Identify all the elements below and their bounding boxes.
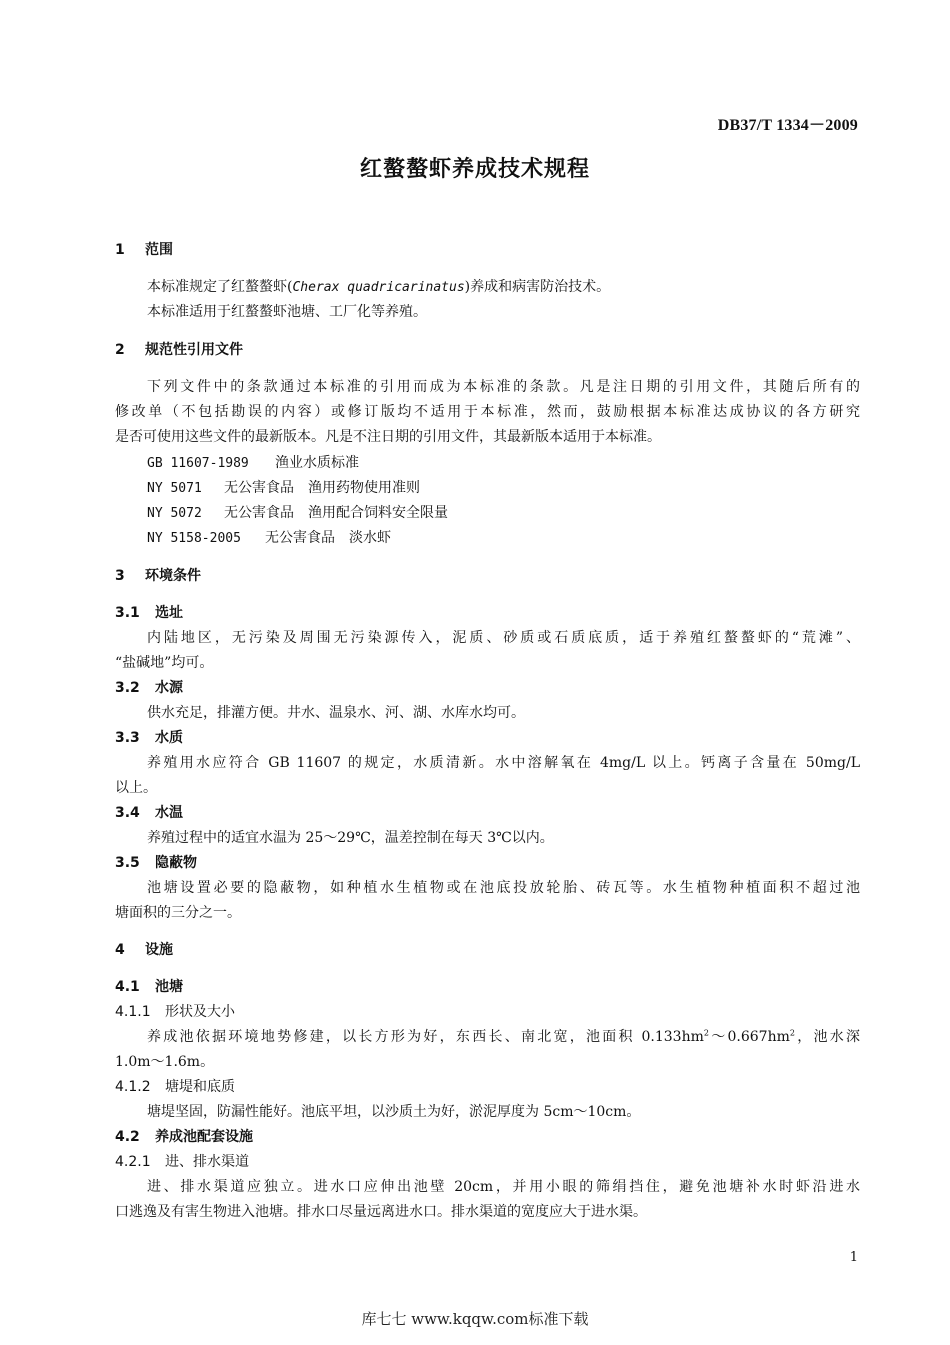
section-number: 2 (115, 342, 125, 358)
section-title: 环境条件 (145, 568, 201, 584)
reference-code: GB 11607-1989 (147, 456, 249, 471)
subsection-number: 3.4 (115, 805, 140, 821)
subsection-number: 4.1 (115, 979, 140, 995)
reference-item (147, 528, 860, 549)
section-title: 设施 (145, 942, 173, 958)
subsection-3-2-heading (115, 678, 860, 698)
subsection-title: 形状及大小 (165, 1004, 235, 1020)
section-title: 规范性引用文件 (145, 342, 243, 358)
reference-item (147, 453, 860, 474)
paragraph-line: “盐碱地”均可。 (115, 655, 214, 671)
latin-name: Cherax quadricarinatus (292, 280, 465, 295)
subsection-title: 进、排水渠道 (165, 1154, 249, 1170)
paragraph: 本标准适用于红螯螯虾池塘、工厂化等养殖。 (147, 304, 427, 320)
paragraph-line: 进、排水渠道应独立。进水口应伸出池壁 20cm，并用小眼的筛绢挡住，避免池塘补水时虾沿进水 (147, 1179, 860, 1195)
subsection-4-2-heading (115, 1127, 860, 1147)
subsection-number: 4.1.2 (115, 1079, 151, 1095)
subsection-title: 水源 (155, 680, 183, 696)
paragraph-line (147, 1027, 860, 1047)
subsection-4-1-1-heading (115, 1002, 860, 1022)
text: 本标准规定了红螯螯虾( (147, 279, 293, 295)
paragraph-line: 养殖过程中的适宜水温为 25～29℃，温差控制在每天 3℃以内。 (147, 830, 554, 846)
section-4-heading (115, 940, 860, 960)
section-1-heading (115, 240, 860, 260)
reference-title: 渔业水质标准 (275, 455, 359, 471)
reference-code: NY 5072 (147, 506, 202, 521)
section-number: 4 (115, 942, 125, 958)
subsection-title: 池塘 (155, 979, 183, 995)
paragraph-line: 池塘设置必要的隐蔽物，如种植水生植物或在池底投放轮胎、砖瓦等。水生植物种植面积不超过池 (147, 880, 860, 896)
paragraph-line: 塘面积的三分之一。 (115, 905, 241, 921)
page-number: 1 (849, 1250, 858, 1265)
paragraph-line: 下列文件中的条款通过本标准的引用而成为本标准的条款。凡是注日期的引用文件，其随后所有的 (147, 379, 860, 395)
standard-code: DB37/T 1334－2009 (717, 117, 858, 134)
section-2-heading (115, 340, 860, 360)
text: 养成池依据环境地势修建，以长方形为好，东西长、南北宽，池面积 0.133hm (147, 1029, 704, 1045)
section-title: 范围 (145, 242, 173, 258)
paragraph (147, 277, 860, 298)
reference-item (147, 503, 860, 524)
document-title: 红螯螯虾养成技术规程 (359, 157, 590, 182)
reference-title: 无公害食品 淡水虾 (265, 530, 391, 546)
subsection-3-4-heading (115, 803, 860, 823)
subsection-number: 4.2 (115, 1129, 140, 1145)
paragraph-line: 供水充足，排灌方便。井水、温泉水、河、湖、水库水均可。 (147, 705, 525, 721)
subsection-3-3-heading (115, 728, 860, 748)
paragraph-line: 内陆地区，无污染及周围无污染源传入，泥质、砂质或石质底质，适于养殖红螯螯虾的“荒滩”、 (147, 630, 860, 646)
subsection-title: 水质 (155, 730, 183, 746)
text: ～0.667hm (708, 1029, 790, 1045)
paragraph-line: 以上。 (115, 780, 157, 796)
subsection-number: 3.5 (115, 855, 140, 871)
subsection-number: 4.1.1 (115, 1004, 151, 1020)
subsection-4-1-heading (115, 977, 860, 997)
subsection-number: 3.3 (115, 730, 140, 746)
superscript: 2 (789, 1028, 795, 1038)
paragraph-line: 养殖用水应符合 GB 11607 的规定，水质清新。水中溶解氧在 4mg/L 以上。钙离子含量在 50mg/L (147, 755, 860, 771)
text: )养成和病害防治技术。 (464, 279, 611, 295)
subsection-title: 隐蔽物 (155, 855, 197, 871)
reference-title: 无公害食品 渔用药物使用准则 (224, 480, 420, 496)
section-number: 1 (115, 242, 125, 258)
subsection-title: 养成池配套设施 (155, 1129, 253, 1145)
section-number: 3 (115, 568, 125, 584)
reference-code: NY 5158-2005 (147, 531, 241, 546)
section-3-heading (115, 566, 860, 586)
reference-title: 无公害食品 渔用配合饲料安全限量 (224, 505, 448, 521)
paragraph-line: 1.0m～1.6m。 (115, 1054, 215, 1070)
paragraph-line: 口逃逸及有害生物进入池塘。排水口尽量远离进水口。排水渠道的宽度应大于进水渠。 (115, 1204, 647, 1220)
subsection-3-1-heading (115, 603, 860, 623)
reference-code: NY 5071 (147, 481, 202, 496)
subsection-3-5-heading (115, 853, 860, 873)
subsection-title: 选址 (155, 605, 183, 621)
subsection-number: 3.1 (115, 605, 140, 621)
subsection-4-1-2-heading (115, 1077, 860, 1097)
footer-source: 库七七 www.kqqw.com标准下载 (361, 1310, 589, 1328)
paragraph-line: 是否可使用这些文件的最新版本。凡是不注日期的引用文件，其最新版本适用于本标准。 (115, 429, 661, 445)
subsection-4-2-1-heading (115, 1152, 860, 1172)
subsection-title: 塘堤和底质 (165, 1079, 235, 1095)
paragraph-line: 修改单（不包括勘误的内容）或修订版均不适用于本标准，然而，鼓励根据本标准达成协议的各方研究 (115, 404, 860, 420)
subsection-title: 水温 (155, 805, 183, 821)
subsection-number: 3.2 (115, 680, 140, 696)
superscript: 2 (703, 1028, 709, 1038)
reference-item (147, 478, 860, 499)
paragraph-line: 塘堤坚固，防漏性能好。池底平坦，以沙质土为好，淤泥厚度为 5cm～10cm。 (147, 1104, 641, 1120)
subsection-number: 4.2.1 (115, 1154, 151, 1170)
text: ，池水深 (794, 1029, 860, 1045)
